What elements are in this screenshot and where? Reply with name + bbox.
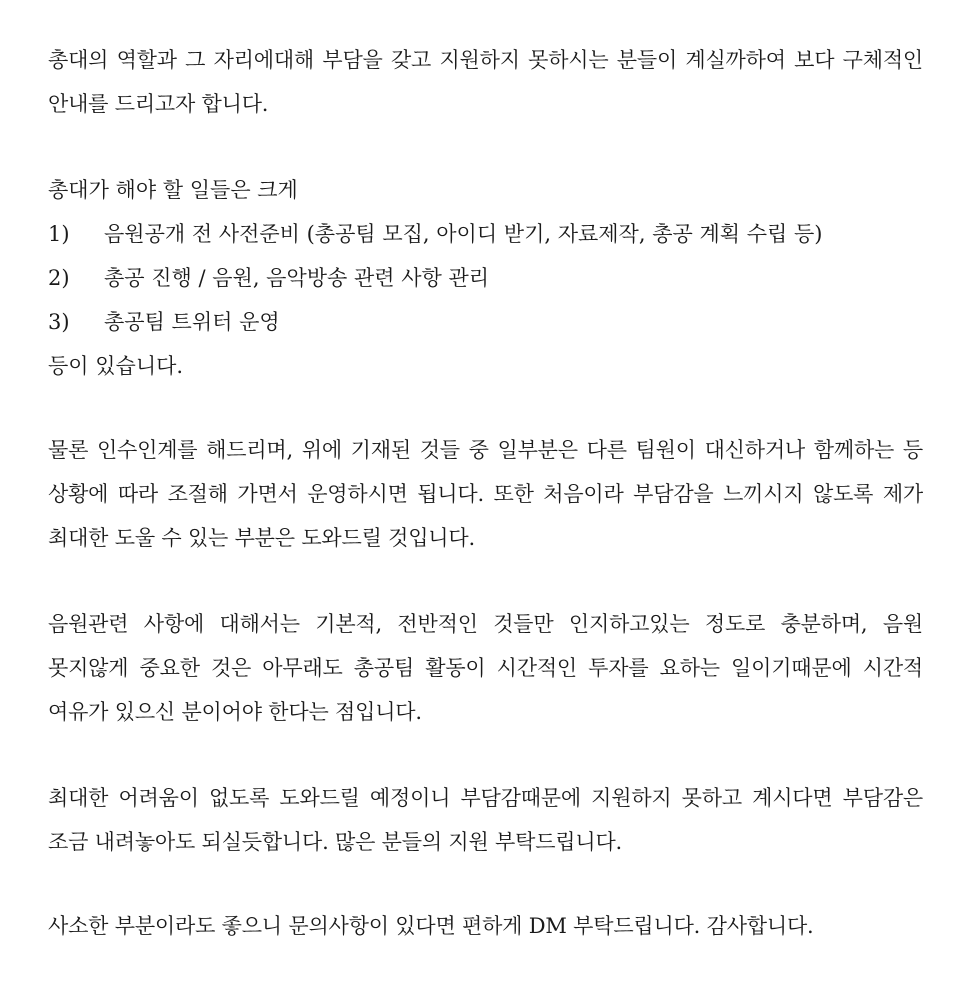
list-item (48, 212, 923, 256)
duties-section (48, 168, 923, 388)
list-number: 2) (48, 266, 70, 290)
list-text: 음원공개 전 사전준비 (총공팀 모집, 아이디 받기, 자료제작, 총공 계획 수립 등) (104, 222, 823, 246)
duties-lead: 총대가 해야 할 일들은 크게 (48, 178, 298, 202)
list-item (48, 256, 923, 300)
list-number: 3) (48, 310, 70, 334)
handover-paragraph: 물론 인수인계를 해드리며, 위에 기재된 것들 중 일부분은 다른 팀원이 대신하거나 함께하는 등 상황에 따라 조절해 가면서 운영하시면 됩니다. 또한 처음이라 부담감을 느끼시지 않도록 제가 최대한 도울 수 있는 부분은 도와드릴 것입니다. (48, 438, 923, 550)
duties-list (48, 212, 923, 344)
list-text: 총공팀 트위터 운영 (104, 310, 280, 334)
list-text: 총공 진행 / 음원, 음악방송 관련 사항 관리 (104, 266, 490, 290)
support-paragraph: 최대한 어려움이 없도록 도와드릴 예정이니 부담감때문에 지원하지 못하고 계시다면 부담감은 조금 내려놓아도 되실듯합니다. 많은 분들의 지원 부탁드립니다. (48, 786, 923, 854)
list-item (48, 300, 923, 344)
closing-paragraph: 사소한 부분이라도 좋으니 문의사항이 있다면 편하게 DM 부탁드립니다. 감사합니다. (48, 914, 814, 938)
intro-paragraph: 총대의 역할과 그 자리에대해 부담을 갖고 지원하지 못하시는 분들이 계실까하여 보다 구체적인 안내를 드리고자 합니다. (48, 48, 923, 116)
time-paragraph: 음원관련 사항에 대해서는 기본적, 전반적인 것들만 인지하고있는 정도로 충분하며, 음원 못지않게 중요한 것은 아무래도 총공팀 활동이 시간적인 투자를 요하는 일이기때문에 시간적 여유가 있으신 분이어야 한다는 점입니다. (48, 612, 923, 724)
list-number: 1) (48, 222, 70, 246)
duties-tail: 등이 있습니다. (48, 354, 184, 378)
